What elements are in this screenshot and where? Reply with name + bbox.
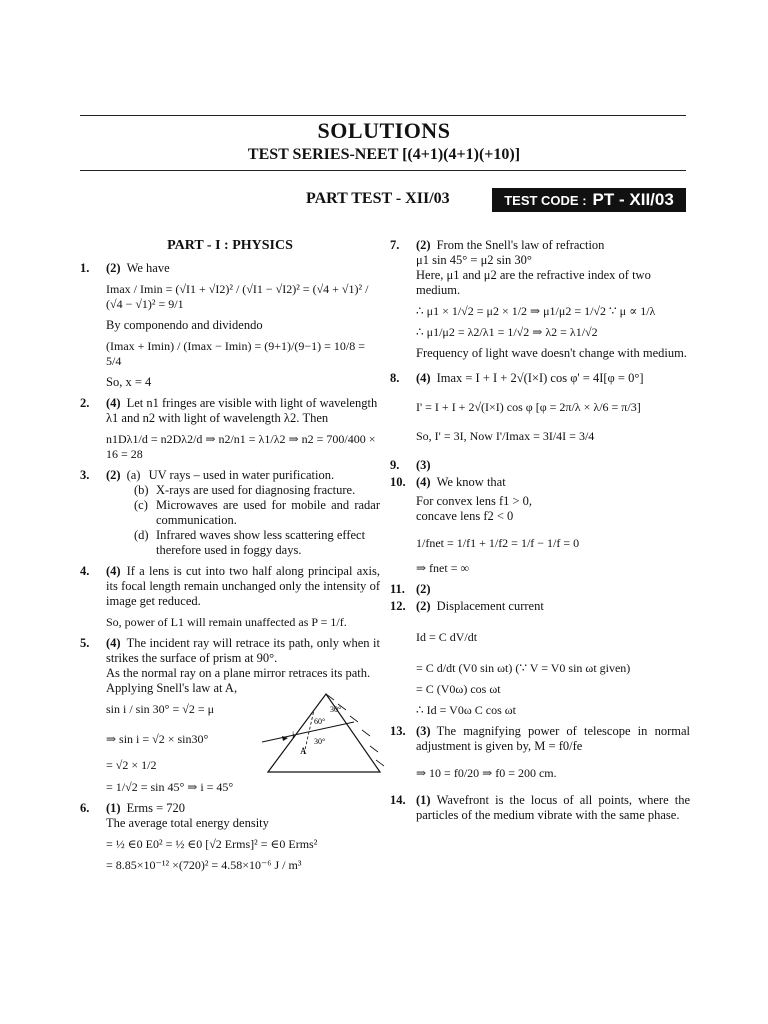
equation: = C d/dt (V0 sin ωt) (∵ V = V0 sin ωt given)	[416, 661, 631, 675]
question-7	[390, 238, 690, 253]
question-number: 3.	[80, 468, 90, 482]
question-number: 5.	[80, 636, 90, 650]
answer: (1)	[106, 801, 121, 815]
question-number: 7.	[390, 238, 400, 252]
test-code-badge	[492, 188, 686, 212]
equation: = 8.85×10⁻¹² ×(720)² = 4.58×10⁻⁶ J / m³	[106, 858, 302, 872]
answer: (4)	[106, 564, 121, 578]
label-60: 60°	[314, 717, 326, 726]
part-test-heading: PART TEST - XII/03	[306, 190, 450, 207]
question-11	[390, 582, 690, 597]
question-text: Let n1 fringes are visible with light of wavelength λ1 and n2 with light of wavelength λ2. Then	[106, 396, 378, 425]
question-text: The incident ray will retrace its path, only when it strikes the surface of prism at 90°.	[106, 636, 380, 665]
question-number: 13.	[390, 724, 406, 738]
test-code-label: TEST CODE :	[504, 192, 587, 208]
question-text: Wavefront is the locus of all points, where the particles of the medium vibrate with the same phase.	[416, 793, 690, 822]
answer: (2)	[416, 582, 431, 596]
answer: (3)	[416, 458, 431, 472]
option-text: Infrared waves show less scattering effect therefore used in foggy days.	[156, 528, 366, 557]
test-code-value: PT - XII/03	[592, 190, 674, 209]
option-label: (a)	[126, 468, 141, 482]
equation: ∴ μ1 × 1/√2 = μ2 × 1/2 ⇒ μ1/μ2 = 1/√2 ∵ μ ∝ 1/λ	[416, 304, 656, 318]
question-10	[390, 475, 690, 490]
question-5	[80, 636, 380, 666]
page-title: SOLUTIONS	[317, 118, 451, 143]
answer: (4)	[106, 636, 121, 650]
question-text: We know that	[436, 475, 506, 489]
equation: Erms = 720	[126, 801, 186, 815]
equation: Imax / Imin = (√I1 + √I2)² / (√I1 − √I2)² = (√4 + √1)² / (√4 − √1)² = 9/1	[106, 282, 369, 311]
equation: ⇒ fnet = ∞	[416, 561, 470, 575]
option-label: (b)	[134, 483, 149, 497]
equation: ⇒ 10 = f0/20 ⇒ f0 = 200 cm.	[416, 766, 557, 780]
equation: ∴ μ1/μ2 = λ2/λ1 = 1/√2 ⇒ λ2 = λ1/√2	[416, 325, 598, 339]
question-number: 2.	[80, 396, 90, 410]
label-i: i	[292, 730, 295, 740]
question-12	[390, 599, 690, 614]
question-number: 8.	[390, 371, 400, 385]
solution-text: So, power of L1 will remain unaffected as P = 1/f.	[106, 615, 347, 629]
question-3	[80, 468, 380, 558]
question-number: 9.	[390, 458, 400, 472]
answer: (1)	[416, 793, 431, 807]
question-8	[390, 371, 690, 386]
equation: So, I' = 3I, Now I'/Imax = 3I/4I = 3/4	[416, 429, 595, 443]
mid-rule	[80, 170, 686, 171]
question-9	[390, 458, 690, 473]
answer: (2)	[106, 261, 121, 275]
question-number: 11.	[390, 582, 405, 596]
section-heading: PART - I : PHYSICS	[167, 238, 293, 253]
question-number: 10.	[390, 475, 406, 489]
equation: (Imax + Imin) / (Imax − Imin) = (9+1)/(9−1) = 10/8 = 5/4	[106, 339, 365, 368]
question-text: If a lens is cut into two half along principal axis, its focal length remain unchanged only the intensity of image get reduced.	[106, 564, 380, 608]
question-14	[390, 793, 690, 823]
option-label: (c)	[134, 498, 148, 512]
solution-text: So, x = 4	[106, 375, 152, 389]
option-text: Microwaves are used for mobile and radar communication.	[156, 498, 380, 527]
answer: (4)	[416, 475, 431, 489]
equation: Imax = I + I + 2√(I×I) cos φ' = 4I[φ = 0°]	[436, 371, 644, 385]
solution-text: The average total energy density	[106, 816, 269, 830]
question-text: The magnifying power of telescope in normal adjustment is given by, M = f0/fe	[416, 724, 690, 753]
question-text: From the Snell's law of refraction	[436, 238, 605, 252]
equation: Id = C dV/dt	[416, 630, 478, 644]
equation: ⇒ sin i = √2 × sin30°	[106, 732, 209, 746]
equation: = C (V0ω) cos ωt	[416, 682, 501, 696]
equation: 1/fnet = 1/f1 + 1/f2 = 1/f − 1/f = 0	[416, 536, 580, 550]
answer: (3)	[416, 724, 431, 738]
question-6	[80, 801, 380, 816]
question-number: 12.	[390, 599, 406, 613]
solution-text: For convex lens f1 > 0,	[416, 494, 533, 508]
right-column	[390, 238, 690, 823]
label-30-top: 30°	[330, 705, 342, 714]
option-text: X-rays are used for diagnosing fracture.	[156, 483, 356, 497]
label-a: A	[300, 746, 307, 756]
question-text: Displacement current	[436, 599, 544, 613]
top-rule	[80, 115, 686, 116]
equation: = √2 × 1/2	[106, 758, 157, 772]
answer: (2)	[106, 468, 121, 482]
question-number: 1.	[80, 261, 90, 275]
answer: (4)	[106, 396, 121, 410]
question-2	[80, 396, 380, 426]
q5-work-area	[80, 696, 380, 774]
solution-text: By componendo and dividendo	[106, 318, 263, 332]
option-text: UV rays – used in water purification.	[148, 468, 335, 482]
answer: (2)	[416, 238, 431, 252]
label-30-inner: 30°	[314, 737, 326, 746]
equation: = ½ ∈0 E0² = ½ ∈0 [√2 Erms]² = ∈0 Erms²	[106, 837, 318, 851]
question-13	[390, 724, 690, 754]
equation: = 1/√2 = sin 45° ⇒ i = 45°	[106, 780, 234, 794]
left-column	[80, 238, 380, 879]
question-number: 4.	[80, 564, 90, 578]
solution-text: Frequency of light wave doesn't change with medium.	[416, 346, 687, 360]
page-subtitle: TEST SERIES-NEET [(4+1)(4+1)(+10)]	[247, 146, 521, 163]
question-4	[80, 564, 380, 609]
equation: sin i / sin 30° = √2 = μ	[106, 702, 215, 716]
equation: μ1 sin 45° = μ2 sin 30°	[416, 253, 532, 267]
option-label: (d)	[134, 528, 149, 542]
solution-text: concave lens f2 < 0	[416, 509, 514, 523]
equation: n1Dλ1/d = n2Dλ2/d ⇒ n2/n1 = λ1/λ2 ⇒ n2 = 700/400 × 16 = 28	[106, 432, 376, 461]
question-number: 6.	[80, 801, 90, 815]
answer: (4)	[416, 371, 431, 385]
solution-text: As the normal ray on a plane mirror retraces its path. Applying Snell's law at A,	[106, 666, 371, 695]
answer: (2)	[416, 599, 431, 613]
question-number: 14.	[390, 793, 406, 807]
solution-text: Here, μ1 and μ2 are the refractive index of two medium.	[416, 268, 651, 297]
question-text: We have	[126, 261, 170, 275]
question-1	[80, 261, 380, 276]
equation: ∴ Id = V0ω C cos ωt	[416, 703, 516, 717]
prism-diagram	[258, 690, 388, 782]
equation: I' = I + I + 2√(I×I) cos φ [φ = 2π/λ × λ/6 = π/3]	[416, 400, 641, 414]
